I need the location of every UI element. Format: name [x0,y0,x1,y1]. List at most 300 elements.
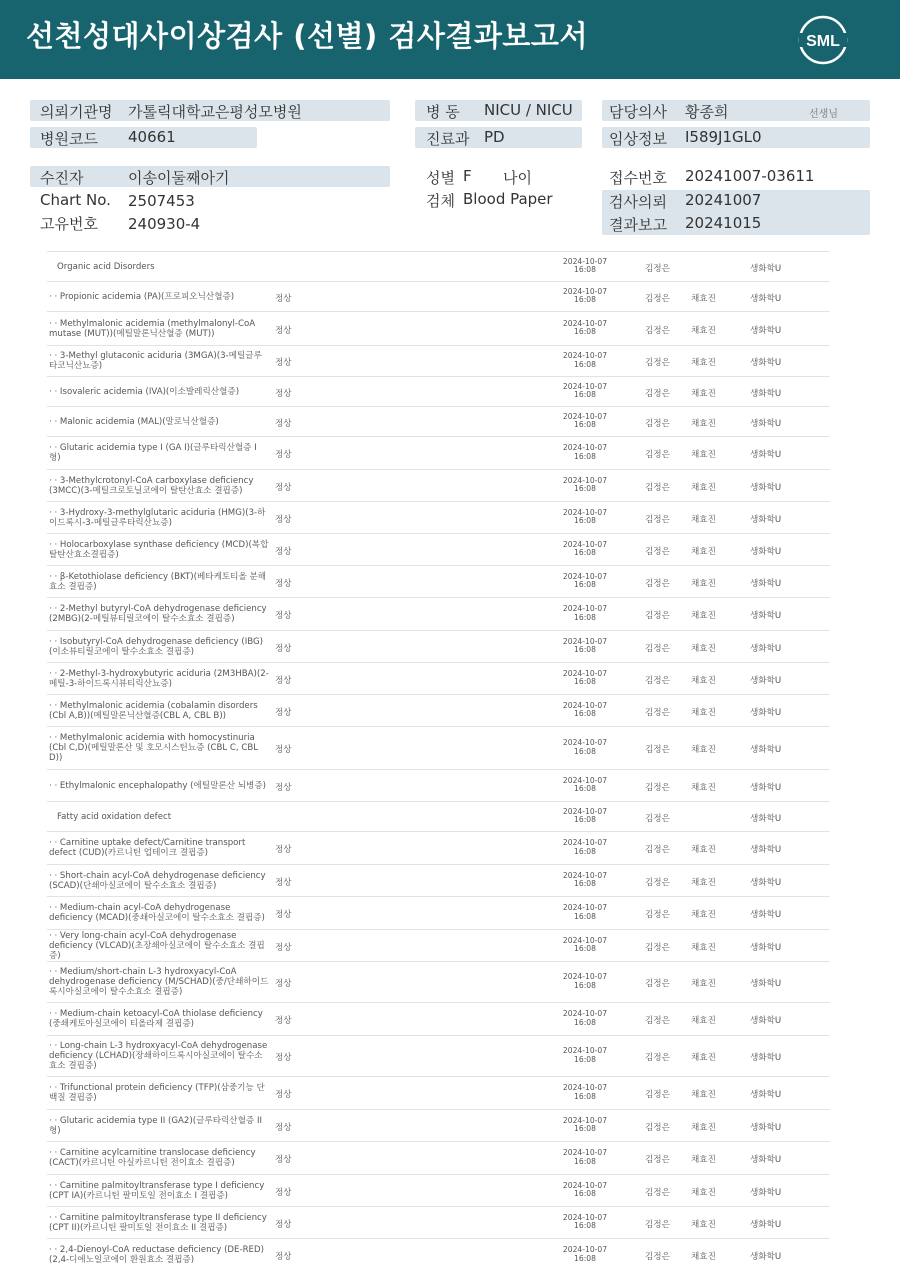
ward-label: 병 동 [426,103,460,121]
doctor-suffix: 선생님 [809,109,838,120]
test-date: 2024-10-07 [562,351,608,360]
verifier-name: 김정은 [645,578,670,589]
test-name: · · Malonic acidemia (MAL)(말로닉산혈증) [49,416,219,427]
verifier-name: 김정은 [645,707,670,718]
test-result: 정상 [275,745,292,755]
reporter-name: 채효진 [691,1122,716,1133]
lab-unit: 생화학U [750,675,782,686]
lab-unit: 생화학U [750,418,782,429]
test-date: 2024-10-07 [562,636,608,646]
hospital-code-value: 40661 [128,128,176,146]
clinical-value: I589J1GL0 [685,128,762,146]
test-result: 정상 [275,325,292,336]
test-date: 2024-10-07 [562,381,608,391]
reporter-name: 채효진 [691,979,716,989]
test-datetime [540,444,630,461]
lab-unit: 생화학U [750,707,782,718]
request-value: 20241007 [685,191,762,209]
verifier-name: 김정은 [645,910,670,920]
verifier-name: 김정은 [645,546,670,557]
test-time: 16:08 [574,911,596,921]
lab-unit: 생화학U [750,1016,782,1026]
test-result: 정상 [275,482,292,493]
chart-label: Chart No. [40,191,111,209]
reporter-name: 채효진 [691,910,716,920]
table-row [47,1109,830,1141]
test-time: 16:08 [574,980,596,990]
test-result: 정상 [275,675,292,686]
test-name: · · Methylmalonic acidemia (cobalamin disorders (Cbl A,B))(메틸말론닉산혈증(CBL A, CBL B)) [49,700,258,721]
verifier-name: 김정은 [645,388,670,399]
receipt-label: 접수번호 [609,169,667,187]
test-time: 16:08 [574,1189,596,1198]
table-row [47,694,830,726]
test-name: · · Holocarboxylase synthase deficiency (MCD)(복합 탈탄산효소결핍증) [49,539,269,560]
test-datetime [540,1010,630,1027]
reporter-name: 채효진 [691,1016,716,1026]
lab-unit: 생화학U [750,1090,782,1100]
test-name: · · Carnitine palmitoyltransferase type II deficiency (CPT II)(카르니틴 팔미토일 전이효소 II 결핍증) [49,1212,267,1233]
test-time: 16:08 [574,265,596,274]
table-row [47,1174,830,1206]
lab-unit: 생화학U [750,388,782,399]
test-date: 2024-10-07 [562,571,608,581]
test-datetime [540,1246,630,1263]
test-name: · · Carnitine uptake defect/Carnitine transport defect (CUD)(카르니틴 업테이크 결핍증) [49,838,246,858]
test-date: 2024-10-07 [562,1148,608,1157]
reporter-name: 채효진 [691,1053,716,1063]
test-result: 정상 [275,1053,292,1063]
test-name: · · β-Ketothiolase deficiency (BKT)(베타케토티올 분해효소 결핍증) [49,571,267,592]
test-date: 2024-10-07 [562,1212,608,1222]
table-row [47,436,830,469]
reporter-name: 채효진 [691,450,716,460]
lab-unit: 생화학U [750,845,782,855]
test-datetime [540,904,630,921]
test-result: 정상 [275,1090,292,1100]
test-datetime [540,670,630,687]
test-time: 16:08 [574,1124,596,1133]
test-result: 정상 [275,611,292,621]
lab-unit: 생화학U [750,1122,782,1133]
sex-value: F [463,167,472,185]
lab-unit: 생화학U [750,546,782,557]
test-name: · · Carnitine acylcarnitine translocase deficiency (CACT)(카르니틴 아실카르니틴 전이효소 결핍증) [49,1148,256,1168]
test-result: 정상 [275,388,292,399]
logo-text: SML [806,33,840,50]
reporter-name: 채효진 [691,1155,716,1165]
table-row [47,469,830,501]
test-name: · · Glutaric acidemia type I (GA I)(글루타릭산혈증 I 형) [49,443,257,463]
reporter-name: 채효진 [691,1252,716,1262]
test-result: 정상 [275,418,292,429]
table-row [47,662,830,694]
test-time: 16:08 [574,548,596,557]
lab-unit: 생화학U [750,910,782,920]
test-name: · · Medium/short-chain L-3 hydroxyacyl-CoA dehydrogenase deficiency (M/SCHAD)(중/단쇄하이드록시아실코에이 탈수소효소 결핍증) [49,967,269,997]
test-name: · · Carnitine palmitoyltransferase type I deficiency (CPT IA)(카르니틴 팔미토일 전이효소 I 결핍증) [49,1180,265,1201]
reporter-name: 채효진 [691,675,716,686]
test-datetime [540,352,630,369]
test-result: 정상 [275,643,292,654]
reporter-name: 채효진 [691,514,716,525]
lab-unit: 생화학U [750,1187,782,1198]
test-result: 정상 [275,450,292,460]
reporter-name: 채효진 [691,418,716,429]
table-row [47,929,830,961]
test-name: · · Medium-chain acyl-CoA dehydrogenase deficiency (MCAD)(중쇄아실코에이 탈수소효소 결핍증) [49,903,265,923]
verifier-name: 김정은 [645,979,670,989]
test-datetime [540,477,630,494]
test-time: 16:08 [574,390,596,399]
verifier-name: 김정은 [645,782,670,793]
reporter-name: 채효진 [691,325,716,336]
lab-unit: 생화학U [750,813,782,824]
test-result: 정상 [275,578,292,589]
verifier-name: 김정은 [645,1219,670,1230]
lab-unit: 생화학U [750,942,782,953]
test-datetime [540,509,630,526]
test-time: 16:08 [574,677,596,686]
test-date: 2024-10-07 [562,256,608,266]
test-time: 16:08 [574,1253,596,1263]
test-datetime [540,777,630,794]
specimen-label: 검체 [426,192,455,210]
doctor-label: 담당의사 [609,103,667,121]
test-time: 16:08 [574,484,596,493]
institution-label: 의뢰기관명 [40,103,113,121]
reporter-name: 채효진 [691,546,716,557]
test-name: · · 2-Methyl-3-hydroxybutyric aciduria (2M3HBA)(2-메틸-3-하이드록시뷰티릭산뇨증) [49,668,269,689]
test-time: 16:08 [574,420,596,429]
test-name: · · Propionic acidemia (PA)(프로피오닉산혈증) [49,291,235,302]
test-datetime [540,872,630,889]
test-result: 정상 [275,877,292,888]
test-datetime [540,739,630,756]
verifier-name: 김정은 [645,611,670,621]
test-result: 정상 [275,1252,292,1262]
test-datetime [540,839,630,856]
sml-logo [797,14,849,66]
age-label: 나이 [503,169,532,187]
reporter-name: 채효진 [691,745,716,755]
test-name: · · Short-chain acyl-CoA dehydrogenase deficiency (SCAD)(단쇄아실코에이 탈수소효소 결핍증) [49,870,266,891]
test-result: 정상 [275,1219,292,1230]
test-name: · · Very long-chain acyl-CoA dehydrogenase deficiency (VLCAD)(초장쇄아실코에이 탈수소효소 결핍증) [49,930,265,961]
test-date: 2024-10-07 [562,1180,608,1190]
test-time: 16:08 [574,815,596,824]
table-row [47,630,830,662]
reporter-name: 채효진 [691,578,716,589]
ward-value: NICU / NICU [484,101,573,119]
reporter-name: 채효진 [691,643,716,654]
verifier-name: 김정은 [645,643,670,654]
verifier-name: 김정은 [645,325,670,336]
table-row [47,1035,830,1076]
lab-unit: 생화학U [750,325,782,336]
test-name: · · 2,4-Dienoyl-CoA reductase deficiency (DE-RED)(2,4-디에노일코에이 환원효소 결핍증) [49,1245,264,1265]
test-date: 2024-10-07 [562,1046,608,1055]
test-datetime [540,1214,630,1231]
test-datetime [540,638,630,655]
table-row [47,864,830,896]
test-time: 16:08 [574,746,596,756]
test-datetime [540,702,630,719]
lab-unit: 생화학U [750,877,782,888]
test-name: · · 3-Methylcrotonyl-CoA carboxylase deficiency (3MCC)(3-메틸크로토닐코에이 탈탄산효소 결핍증) [49,475,254,496]
lab-unit: 생화학U [750,482,782,493]
dept-value: PD [484,128,505,146]
test-date: 2024-10-07 [562,738,608,747]
test-date: 2024-10-07 [562,411,608,421]
test-date: 2024-10-07 [562,870,608,880]
unique-value: 240930-4 [128,215,201,233]
test-datetime [540,383,630,400]
table-row [47,345,830,376]
reporter-name: 채효진 [691,358,716,368]
test-date: 2024-10-07 [562,775,608,785]
table-row [47,597,830,630]
table-row [47,406,830,436]
test-time: 16:08 [574,709,596,718]
test-date: 2024-10-07 [562,1115,608,1125]
table-row [47,565,830,597]
test-time: 16:08 [574,516,596,525]
lab-unit: 생화학U [750,514,782,525]
test-result: 정상 [275,358,292,368]
lab-unit: 생화학U [750,1155,782,1165]
test-date: 2024-10-07 [562,286,608,296]
test-date: 2024-10-07 [562,443,608,452]
test-date: 2024-10-07 [562,935,608,945]
lab-unit: 생화학U [750,293,782,304]
test-date: 2024-10-07 [562,604,608,613]
table-row [47,533,830,565]
section-row [47,251,830,281]
test-datetime [540,1149,630,1166]
verifier-name: 김정은 [645,482,670,493]
dept-label: 진료과 [426,130,470,148]
test-time: 16:08 [574,1054,596,1064]
doctor-value: 황종희 [685,103,729,121]
lab-unit: 생화학U [750,1053,782,1063]
reporter-name: 채효진 [691,1219,716,1230]
test-date: 2024-10-07 [562,539,608,549]
test-date: 2024-10-07 [562,1083,608,1092]
verifier-name: 김정은 [645,293,670,304]
lab-unit: 생화학U [750,979,782,989]
report-value: 20241015 [685,214,762,232]
test-datetime [540,1047,630,1064]
test-datetime [540,258,630,275]
reporter-name: 채효진 [691,1090,716,1100]
test-datetime [540,1084,630,1101]
test-result: 정상 [275,546,292,557]
lab-unit: 생화학U [750,358,782,368]
test-date: 2024-10-07 [562,1009,608,1018]
test-time: 16:08 [574,1017,596,1027]
institution-value: 가톨릭대학교은평성모병원 [128,103,302,121]
test-time: 16:08 [574,612,596,622]
lab-unit: 생화학U [750,578,782,589]
test-result: 정상 [275,1016,292,1026]
verifier-name: 김정은 [645,514,670,525]
verifier-name: 김정은 [645,358,670,368]
reporter-name: 채효진 [691,611,716,621]
lab-unit: 생화학U [750,1219,782,1230]
table-row [47,961,830,1002]
verifier-name: 김정은 [645,1187,670,1198]
section-title: Organic acid Disorders [57,261,155,272]
test-time: 16:08 [574,645,596,654]
test-time: 16:08 [574,295,596,304]
test-date: 2024-10-07 [562,972,608,981]
test-result: 정상 [275,707,292,718]
reporter-name: 채효진 [691,942,716,953]
clinical-label: 임상정보 [609,130,667,148]
table-row [47,726,830,769]
section-title: Fatty acid oxidation defect [57,811,172,822]
test-date: 2024-10-07 [562,838,608,847]
test-time: 16:08 [574,1091,596,1101]
lab-unit: 생화학U [750,745,782,755]
test-datetime [540,413,630,430]
verifier-name: 김정은 [645,418,670,429]
verifier-name: 김정은 [645,845,670,855]
verifier-name: 김정은 [645,263,670,274]
test-time: 16:08 [574,451,596,461]
section-row [47,801,830,831]
test-name: · · Trifunctional protein deficiency (TFP)(삼중기능 단백질 결핍증) [49,1083,265,1103]
chart-value: 2507453 [128,192,195,210]
test-result: 정상 [275,942,292,953]
test-date: 2024-10-07 [562,318,608,328]
verifier-name: 김정은 [645,1252,670,1262]
test-datetime [540,541,630,558]
verifier-name: 김정은 [645,450,670,460]
test-name: · · Isovaleric acidemia (IVA)(이소발레릭산혈증) [49,386,240,397]
test-datetime [540,573,630,590]
verifier-name: 김정은 [645,745,670,755]
lab-unit: 생화학U [750,1252,782,1262]
verifier-name: 김정은 [645,877,670,888]
test-result: 정상 [275,845,292,855]
request-label: 검사의뢰 [609,193,667,211]
reporter-name: 채효진 [691,482,716,493]
test-name: · · Methylmalonic acidemia with homocystinuria (Cbl C,D)(메틸말론산 및 호모시스틴뇨증 (CBL C, CBL D)) [49,733,259,763]
test-result: 정상 [275,910,292,920]
patient-value: 이송이둘째아기 [128,169,230,187]
test-date: 2024-10-07 [562,806,608,816]
reporter-name: 채효진 [691,388,716,399]
report-header [0,0,900,79]
test-date: 2024-10-07 [562,668,608,678]
table-row [47,1002,830,1035]
table-row [47,1238,830,1271]
test-time: 16:08 [574,359,596,369]
patient-label: 수진자 [40,169,84,187]
test-time: 16:08 [574,1156,596,1166]
table-row [47,501,830,533]
test-datetime [540,320,630,337]
table-row [47,376,830,406]
test-result: 정상 [275,1122,292,1133]
test-result: 정상 [275,782,292,793]
sex-label: 성별 [426,169,455,187]
test-datetime [540,1182,630,1199]
verifier-name: 김정은 [645,1155,670,1165]
test-name: · · Isobutyryl-CoA dehydrogenase deficiency (IBG)(이소뷰티릴코에이 탈수소효소 결핍증) [49,636,264,657]
test-name: · · 3-Methyl glutaconic aciduria (3MGA)(3-메틸글루타코닉산뇨증) [49,351,262,371]
lab-unit: 생화학U [750,263,782,274]
reporter-name: 채효진 [691,1187,716,1198]
verifier-name: 김정은 [645,1122,670,1133]
verifier-name: 김정은 [645,813,670,824]
table-row [47,831,830,864]
test-time: 16:08 [574,944,596,953]
test-datetime [540,1117,630,1134]
reporter-name: 채효진 [691,845,716,855]
table-row [47,769,830,801]
test-date: 2024-10-07 [562,475,608,485]
table-row [47,1141,830,1174]
test-name: · · Glutaric acidemia type II (GA2)(글루타릭산혈증 II 형) [49,1115,263,1136]
test-date: 2024-10-07 [562,507,608,517]
report-title: 선천성대사이상검사 (선별) 검사결과보고서 [26,19,588,53]
test-datetime [540,808,630,825]
reporter-name: 채효진 [691,782,716,793]
table-row [47,1076,830,1109]
reporter-name: 채효진 [691,707,716,718]
lab-unit: 생화학U [750,611,782,621]
test-result: 정상 [275,1187,292,1198]
reporter-name: 채효진 [691,293,716,304]
lab-unit: 생화학U [750,643,782,654]
test-result: 정상 [275,979,292,989]
test-time: 16:08 [574,879,596,888]
test-result: 정상 [275,514,292,525]
lab-unit: 생화학U [750,782,782,793]
test-date: 2024-10-07 [562,700,608,710]
test-time: 16:08 [574,327,596,336]
test-datetime [540,937,630,954]
unique-label: 고유번호 [40,215,98,233]
table-row [47,896,830,929]
test-datetime [540,288,630,305]
verifier-name: 김정은 [645,1090,670,1100]
test-date: 2024-10-07 [562,1245,608,1254]
specimen-value: Blood Paper [463,190,553,208]
test-name: · · Medium-chain ketoacyl-CoA thiolase deficiency (중쇄케토아실코에이 티올라제 결핍증) [49,1009,263,1029]
verifier-name: 김정은 [645,1016,670,1026]
test-datetime [540,605,630,622]
test-name: · · 2-Methyl butyryl-CoA dehydrogenase deficiency (2MBG)(2-메틸뷰티릴코에이 탈수소효소 결핍증) [49,604,267,624]
test-result: 정상 [275,293,292,304]
table-row [47,281,830,311]
test-datetime [540,973,630,990]
table-row [47,311,830,345]
verifier-name: 김정은 [645,675,670,686]
receipt-value: 20241007-03611 [685,167,815,185]
results-table [47,251,830,1271]
test-time: 16:08 [574,580,596,589]
test-time: 16:08 [574,784,596,793]
test-time: 16:08 [574,1221,596,1230]
reporter-name: 채효진 [691,877,716,888]
verifier-name: 김정은 [645,942,670,953]
test-time: 16:08 [574,846,596,856]
test-result: 정상 [275,1155,292,1165]
